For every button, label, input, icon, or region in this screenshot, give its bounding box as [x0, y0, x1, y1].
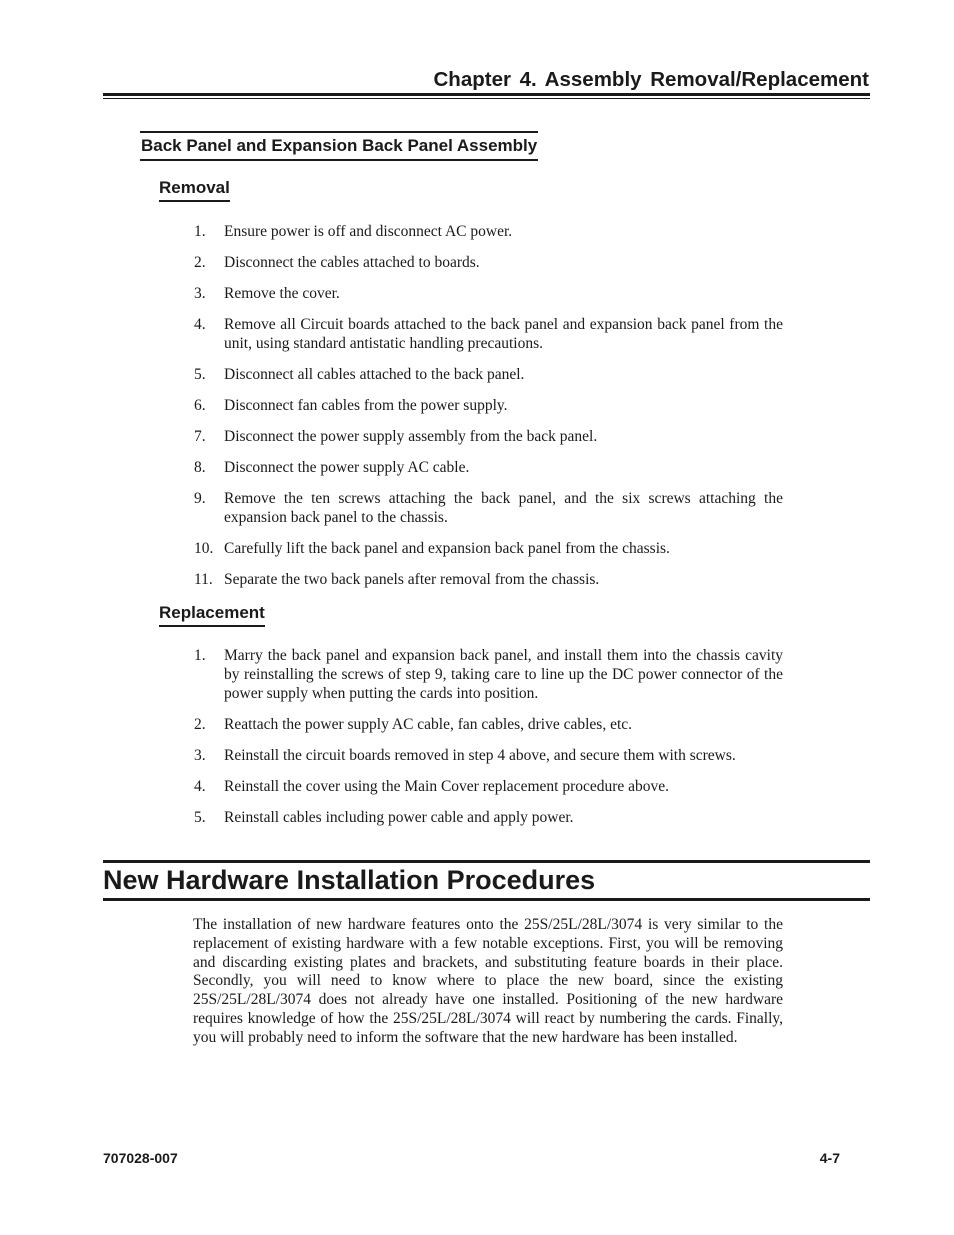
step-text: Remove the ten screws attaching the back panel, and the six screws attaching the expansion back panel to the chassis.: [224, 490, 783, 526]
step-text: Ensure power is off and disconnect AC power.: [224, 223, 513, 240]
step-number: 8.: [194, 459, 206, 476]
removal-step: [194, 427, 783, 446]
removal-step: [194, 222, 783, 241]
removal-step: [194, 458, 783, 477]
step-text: Disconnect all cables attached to the back panel.: [224, 366, 525, 383]
step-number: 11.: [194, 571, 213, 588]
removal-heading: Removal: [159, 176, 230, 202]
step-number: 3.: [194, 747, 206, 764]
replacement-step: [194, 777, 783, 796]
replacement-step: [194, 746, 783, 765]
step-text: Marry the back panel and expansion back panel, and install them into the chassis cavity by reinstalling the screws of step 9, taking care to line up the DC power connector of the power supply when putting the cards into position.: [224, 647, 783, 702]
step-number: 5.: [194, 366, 206, 383]
removal-step: [194, 284, 783, 303]
step-text: Carefully lift the back panel and expansion back panel from the chassis.: [224, 540, 670, 557]
new-hardware-paragraph: The installation of new hardware features onto the 25S/25L/28L/3074 is very similar to the replacement of existing hardware with a few notable exceptions. First, you will be removing and discarding existing plates and brackets, and substituting feature boards in their place. Secondly, you will need to know where to place the new board, since the existing 25S/25L/28L/3074 does not already have one installed. Positioning of the new hardware requires knowledge of how the 25S/25L/28L/3074 will react by numbering the cards. Finally, you will probably need to inform the software that the new hardware has been installed.: [193, 916, 783, 1046]
removal-step: [194, 365, 783, 384]
step-number: 2.: [194, 716, 206, 733]
step-number: 4.: [194, 316, 206, 333]
chapter-header: Chapter 4. Assembly Removal/Replacement: [433, 68, 869, 91]
replacement-step: [194, 646, 783, 703]
replacement-heading: Replacement: [159, 601, 265, 627]
step-number: 10.: [194, 540, 214, 557]
step-text: Reinstall cables including power cable and apply power.: [224, 809, 574, 826]
removal-step: [194, 570, 783, 589]
heading-rule-bottom: [103, 898, 870, 901]
replacement-step: [194, 715, 783, 734]
header-rule-thin: [103, 98, 870, 99]
step-number: 2.: [194, 254, 206, 271]
step-text: Disconnect fan cables from the power supply.: [224, 397, 508, 414]
section-title: Back Panel and Expansion Back Panel Assembly: [140, 131, 538, 161]
step-number: 6.: [194, 397, 206, 414]
doc-number: 707028-007: [103, 1150, 178, 1166]
step-text: Reinstall the cover using the Main Cover replacement procedure above.: [224, 778, 670, 795]
step-number: 3.: [194, 285, 206, 302]
step-text: Remove the cover.: [224, 285, 340, 302]
step-number: 9.: [194, 490, 206, 507]
replacement-steps: [194, 646, 783, 839]
removal-step: [194, 253, 783, 272]
removal-steps: [194, 222, 783, 601]
step-text: Reinstall the circuit boards removed in step 4 above, and secure them with screws.: [224, 747, 736, 764]
removal-step: [194, 315, 783, 353]
step-text: Remove all Circuit boards attached to the back panel and expansion back panel from the unit, using standard antistatic handling precautions.: [224, 316, 783, 352]
step-text: Separate the two back panels after removal from the chassis.: [224, 571, 600, 588]
new-hardware-heading: New Hardware Installation Procedures: [103, 865, 596, 895]
step-text: Disconnect the power supply AC cable.: [224, 459, 470, 476]
removal-step: [194, 539, 783, 558]
step-text: Disconnect the cables attached to boards.: [224, 254, 480, 271]
replacement-step: [194, 808, 783, 827]
header-rule-thick: [103, 93, 870, 96]
step-number: 1.: [194, 647, 206, 664]
step-number: 5.: [194, 809, 206, 826]
page-number: 4-7: [819, 1150, 840, 1166]
removal-step: [194, 396, 783, 415]
step-text: Reattach the power supply AC cable, fan cables, drive cables, etc.: [224, 716, 633, 733]
step-number: 1.: [194, 223, 206, 240]
step-text: Disconnect the power supply assembly from the back panel.: [224, 428, 598, 445]
step-number: 7.: [194, 428, 206, 445]
step-number: 4.: [194, 778, 206, 795]
removal-step: [194, 489, 783, 527]
